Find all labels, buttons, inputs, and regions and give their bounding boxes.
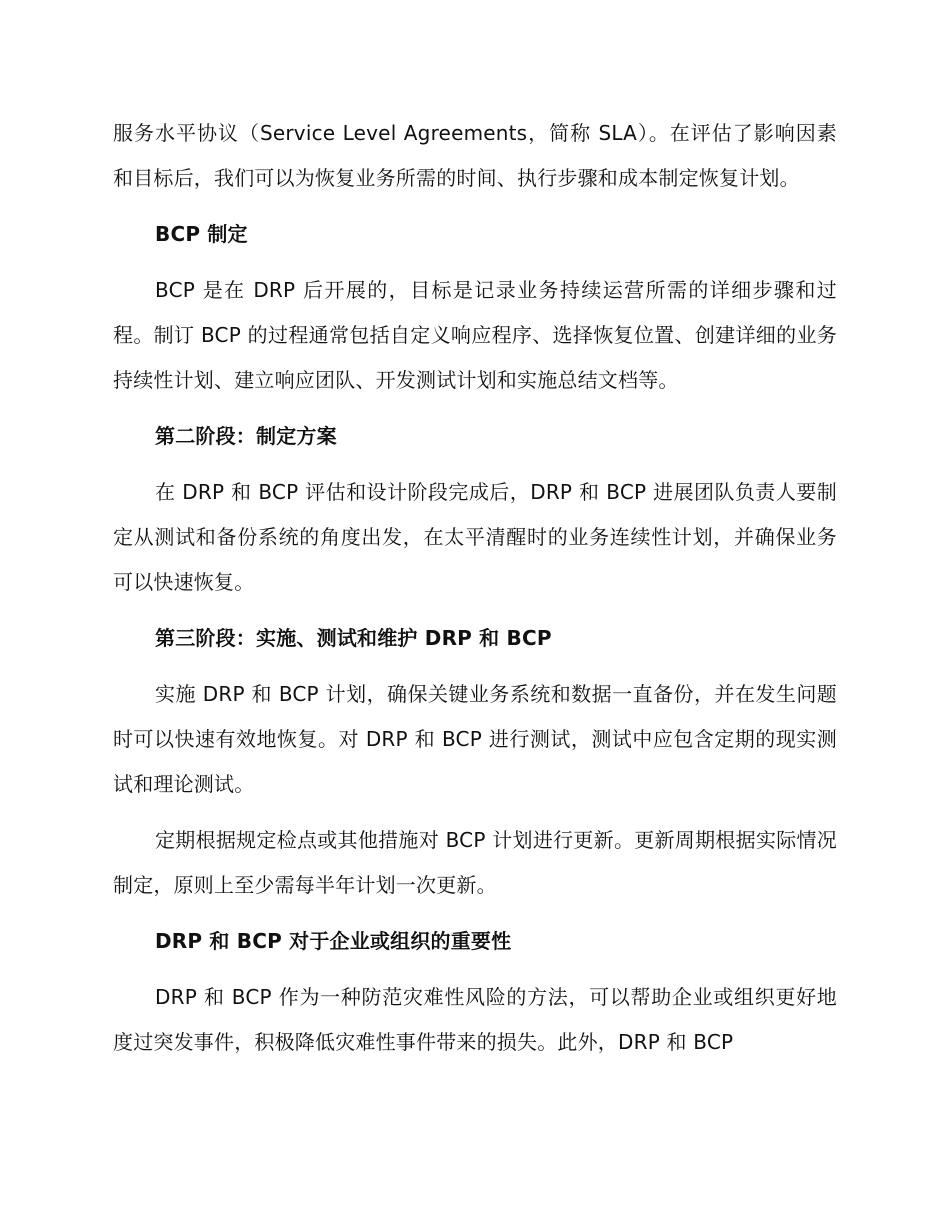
paragraph-bcp: BCP 是在 DRP 后开展的，目标是记录业务持续运营所需的详细步骤和过程。制订 BCP 的过程通常包括自定义响应程序、选择恢复位置、创建详细的业务持续性计划、建立响应团队、开发测试计划和实施总结文档等。 [113,278,837,392]
paragraph-importance: DRP 和 BCP 作为一种防范灾难性风险的方法，可以帮助企业或组织更好地度过突发事件，积极降低灾难性事件带来的损失。此外，DRP 和 BCP [113,985,837,1054]
heading-bcp-formulation: BCP 制定 [155,222,248,246]
paragraph-phase-three-update: 定期根据规定检点或其他措施对 BCP 计划进行更新。更新周期根据实际情况制定，原则上至少需每半年计划一次更新。 [113,828,837,897]
heading-phase-two: 第二阶段：制定方案 [155,424,337,448]
heading-phase-three: 第三阶段：实施、测试和维护 DRP 和 BCP [155,626,552,650]
paragraph-sla-intro: 服务水平协议（Service Level Agreements，简称 SLA）。在评估了影响因素和目标后，我们可以为恢复业务所需的时间、执行步骤和成本制定恢复计划。 [113,121,837,190]
heading-importance: DRP 和 BCP 对于企业或组织的重要性 [155,929,512,953]
paragraph-phase-two: 在 DRP 和 BCP 评估和设计阶段完成后，DRP 和 BCP 进展团队负责人要制定从测试和备份系统的角度出发，在太平清醒时的业务连续性计划，并确保业务可以快速恢复。 [113,480,837,594]
paragraph-phase-three-implementation: 实施 DRP 和 BCP 计划，确保关键业务系统和数据一直备份，并在发生问题时可以快速有效地恢复。对 DRP 和 BCP 进行测试，测试中应包含定期的现实测试和理论测试。 [113,682,837,796]
document-body [113,111,837,1065]
